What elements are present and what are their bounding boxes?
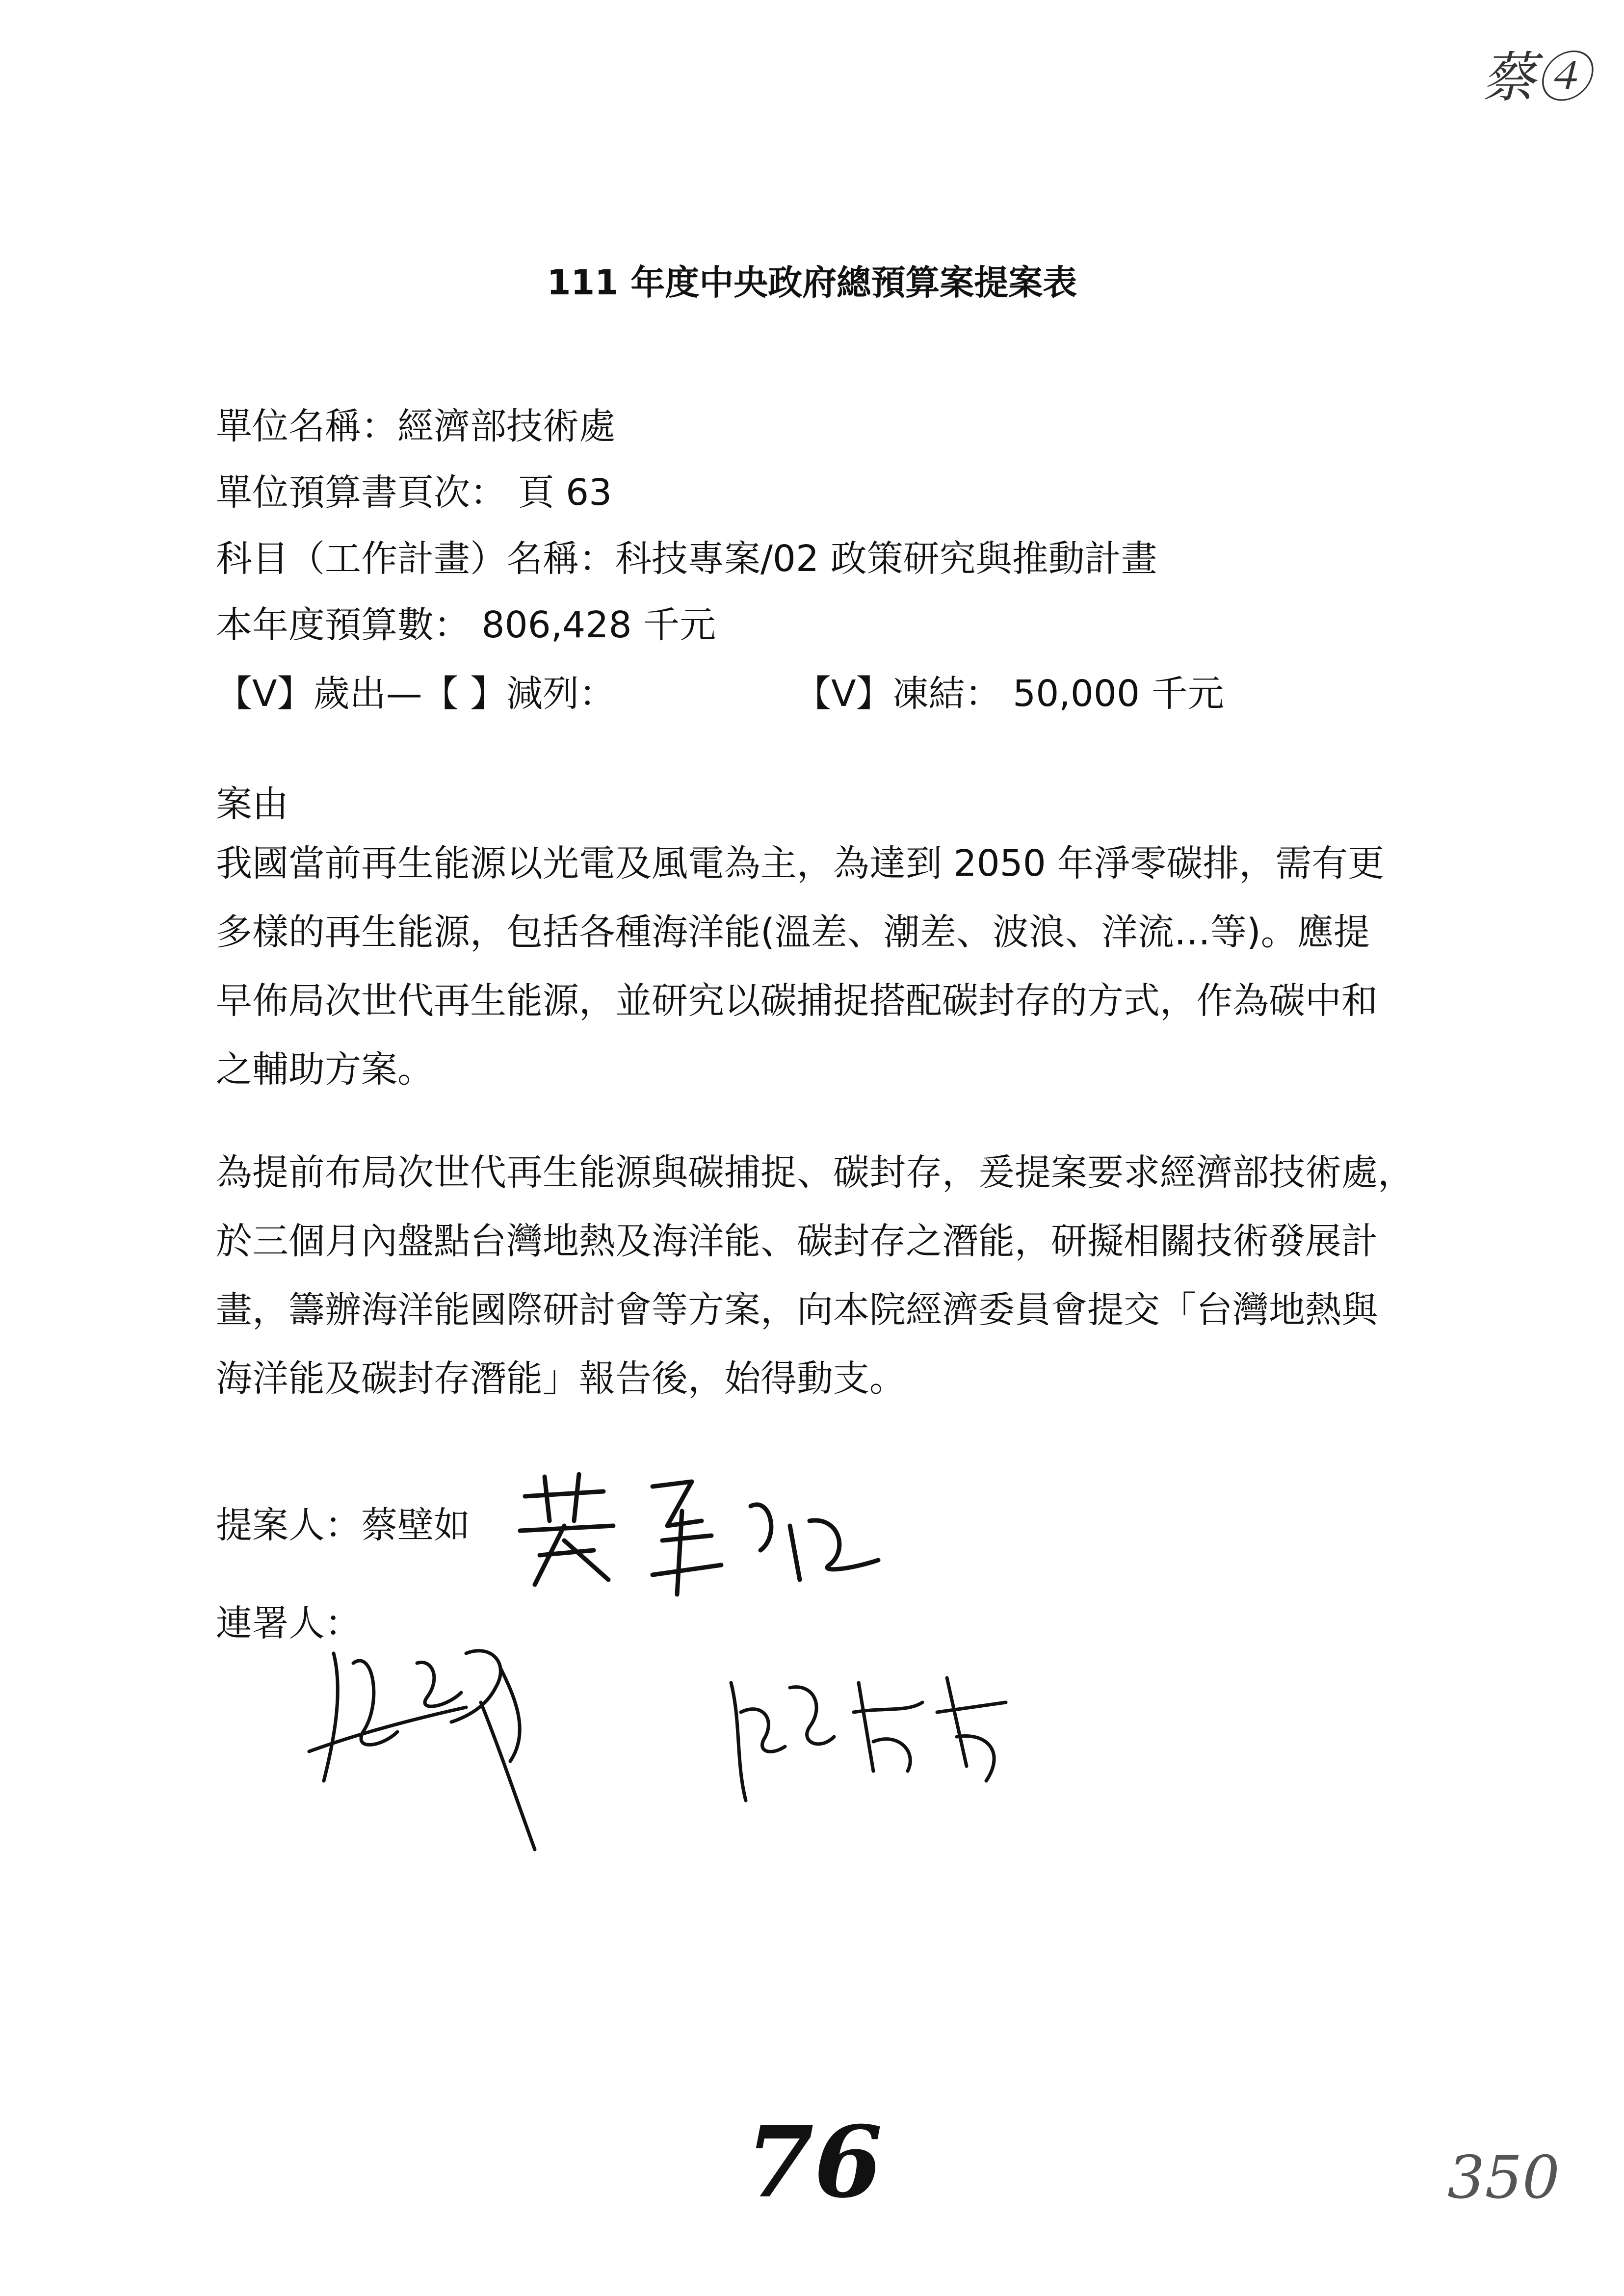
reason-paragraph [216, 829, 1531, 1104]
reason-line: 早佈局次世代再生能源，並研究以碳捕捉搭配碳封存的方式，作為碳中和 [216, 980, 1378, 1022]
corner-handwritten-mark: 蔡④ [1482, 46, 1590, 109]
proposal-line: 海洋能及碳封存潛能」報告後，始得動支。 [216, 1357, 906, 1400]
freeze-field: 【V】凍結： 50,000 千元 [795, 673, 1224, 715]
budget-page-field: 單位預算書頁次： 頁 63 [216, 471, 612, 514]
reason-heading: 案由 [216, 783, 288, 825]
reason-line: 我國當前再生能源以光電及風電為主，為達到 2050 年淨零碳排，需有更 [216, 842, 1385, 885]
cosigner-label: 連署人： [216, 1602, 361, 1644]
proposer-label: 提案人：蔡壁如 [216, 1504, 470, 1546]
subject-field: 科目（工作計畫）名稱：科技專案/02 政策研究與推動計畫 [216, 538, 1157, 580]
document-title: 111 年度中央政府總預算案提案表 [547, 262, 1077, 303]
proposer-signature [505, 1467, 898, 1614]
proposal-line: 於三個月內盤點台灣地熱及海洋能、碳封存之潛能，研擬相關技術發展計 [216, 1220, 1378, 1262]
unit-name-field: 單位名稱：經濟部技術處 [216, 405, 615, 447]
expenditure-reduction-field: 【V】歲出—【 】減列： [216, 673, 616, 715]
proposal-paragraph [216, 1138, 1531, 1413]
reason-line: 多樣的再生能源，包括各種海洋能(溫差、潮差、波浪、洋流…等)。應提 [216, 911, 1370, 953]
handwritten-page-number: 76 [746, 2105, 883, 2220]
cosigner-signature-2 [711, 1653, 1065, 1830]
proposal-line: 畫，籌辦海洋能國際研討會等方案，向本院經濟委員會提交「台灣地熱與 [216, 1289, 1378, 1331]
corner-page-number: 350 [1447, 2144, 1560, 2212]
budget-amount-field: 本年度預算數： 806,428 千元 [216, 604, 716, 646]
reason-line: 之輔助方案。 [216, 1048, 434, 1091]
proposal-line: 為提前布局次世代再生能源與碳捕捉、碳封存，爰提案要求經濟部技術處， [216, 1151, 1414, 1194]
cosigner-signature-1 [304, 1634, 657, 1869]
